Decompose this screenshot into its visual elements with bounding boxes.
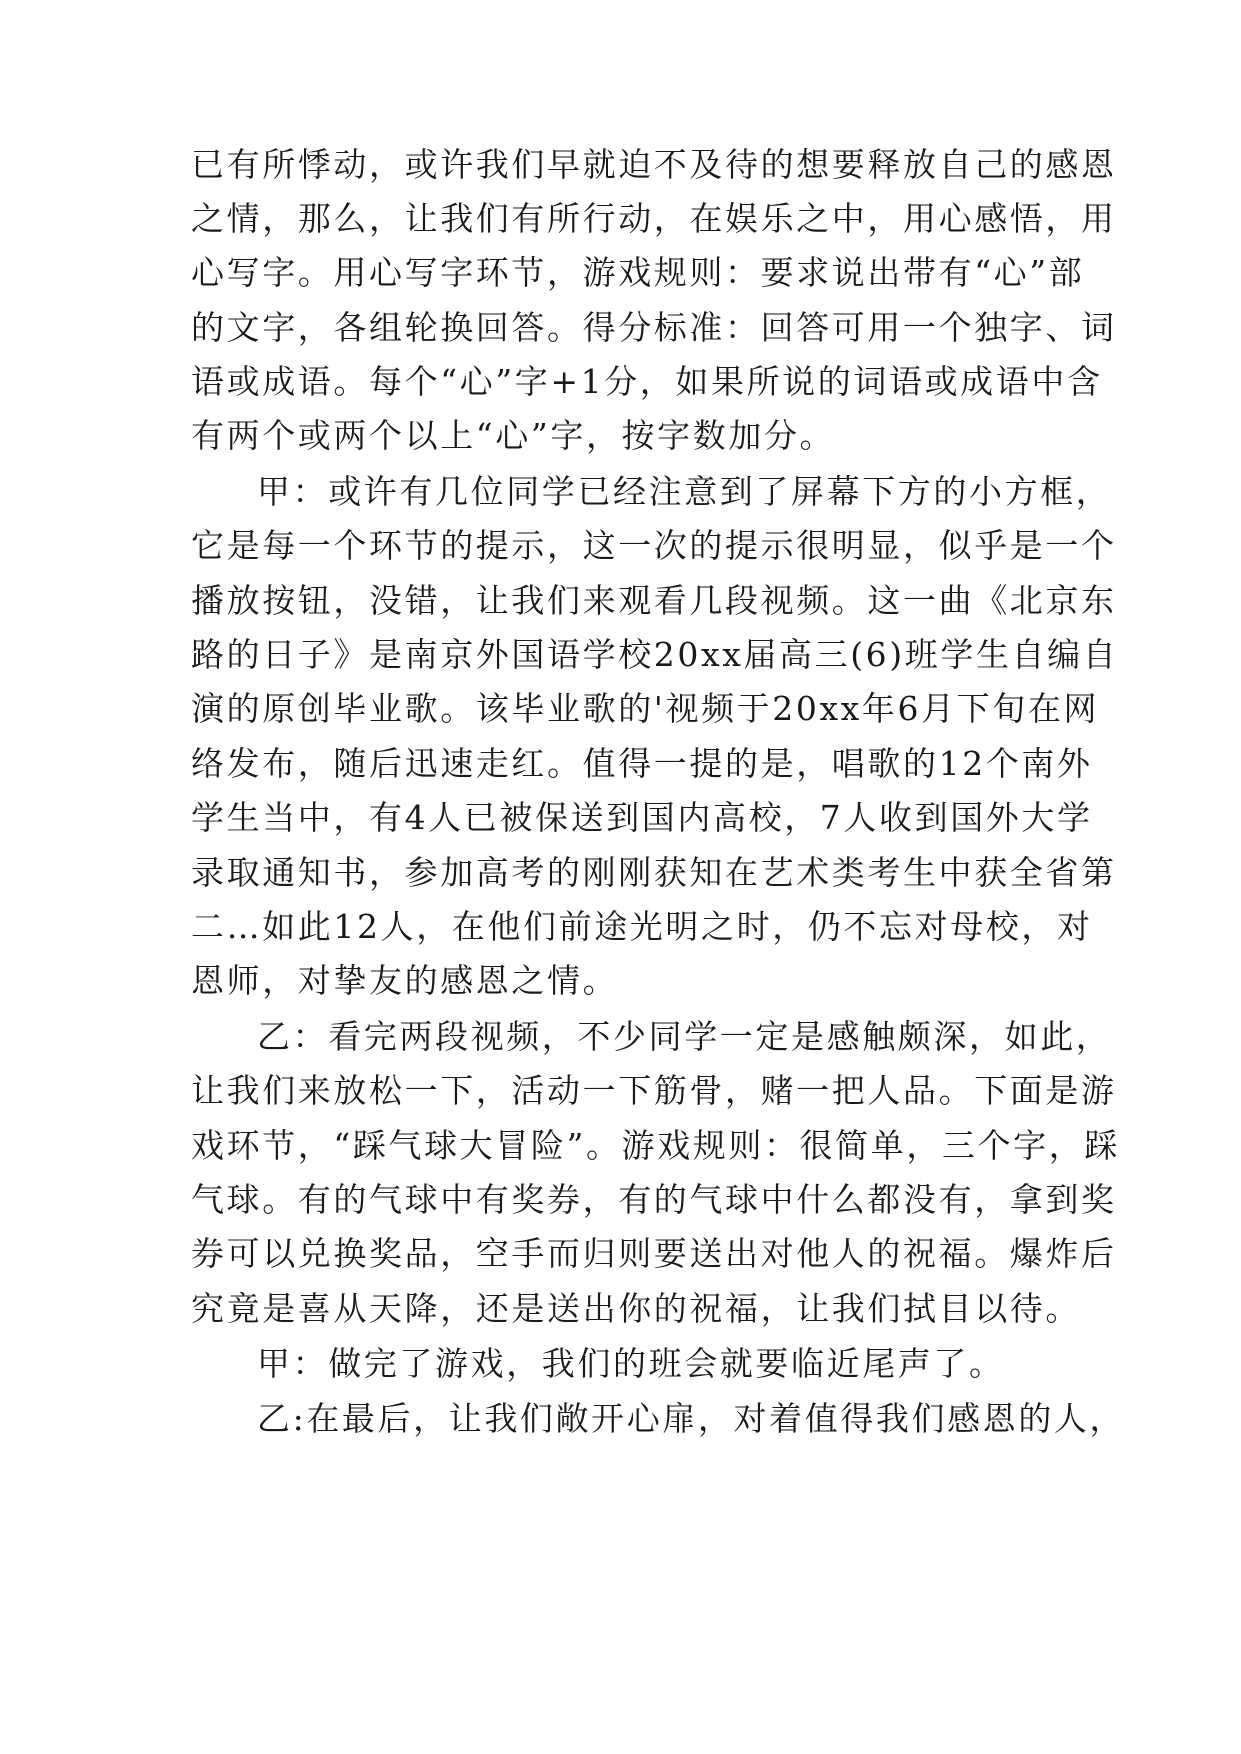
text-line: 路的日子》是南京外国语学校20xx届高三(6)班学生自编自 <box>191 635 1119 674</box>
text-line: 气球。有的气球中有奖券，有的气球中什么都没有，拿到奖 <box>191 1180 1117 1219</box>
paragraph-first-line: 甲：做完了游戏，我们的班会就要临近尾声了。 <box>257 1344 1005 1383</box>
text-line: 券可以兑换奖品，空手而归则要送出对他人的祝福。爆炸后 <box>191 1234 1117 1273</box>
text-line: 语或成语。每个“心”字+1分，如果所说的词语或成语中含 <box>191 362 1103 401</box>
text-line: 二…如此12人，在他们前途光明之时，仍不忘对母校，对 <box>191 907 1093 946</box>
text-line: 恩师，对挚友的感恩之情。 <box>191 961 619 1000</box>
paragraph-first-line: 乙:在最后，让我们敞开心扉，对着值得我们感恩的人， <box>257 1399 1126 1438</box>
text-line: 之情，那么，让我们有所行动，在娱乐之中，用心感悟，用 <box>191 199 1117 238</box>
text-line: 它是每一个环节的提示，这一次的提示很明显，似乎是一个 <box>191 526 1117 565</box>
text-line: 学生当中，有4人已被保送到国内高校，7人收到国外大学 <box>191 798 1093 837</box>
text-line: 录取通知书，参加高考的刚刚获知在艺术类考生中获全省第 <box>191 853 1117 892</box>
text-line: 戏环节，“踩气球大冒险”。游戏规则：很简单，三个字，踩 <box>191 1126 1120 1165</box>
text-line: 络发布，随后迅速走红。值得一提的是，唱歌的12个南外 <box>191 744 1093 783</box>
paragraph-first-line: 乙：看完两段视频，不少同学一定是感触颇深，如此， <box>257 1017 1112 1056</box>
text-line: 有两个或两个以上“心”字，按字数加分。 <box>191 416 836 455</box>
text-line: 播放按钮，没错，让我们来观看几段视频。这一曲《北京东 <box>191 581 1117 620</box>
text-line: 的文字，各组轮换回答。得分标准：回答可用一个独字、词 <box>191 308 1117 347</box>
text-line: 演的原创毕业歌。该毕业歌的'视频于20xx年6月下旬在网 <box>191 689 1100 728</box>
paragraph-first-line: 甲：或许有几位同学已经注意到了屏幕下方的小方框， <box>257 472 1112 511</box>
text-line: 让我们来放松一下，活动一下筋骨，赌一把人品。下面是游 <box>191 1071 1117 1110</box>
text-line: 已有所悸动，或许我们早就迫不及待的想要释放自己的感恩 <box>191 145 1117 184</box>
text-line: 究竟是喜从天降，还是送出你的祝福，让我们拭目以待。 <box>191 1289 1081 1328</box>
text-line: 心写字。用心写字环节，游戏规则：要求说出带有“心”部 <box>191 253 1085 292</box>
